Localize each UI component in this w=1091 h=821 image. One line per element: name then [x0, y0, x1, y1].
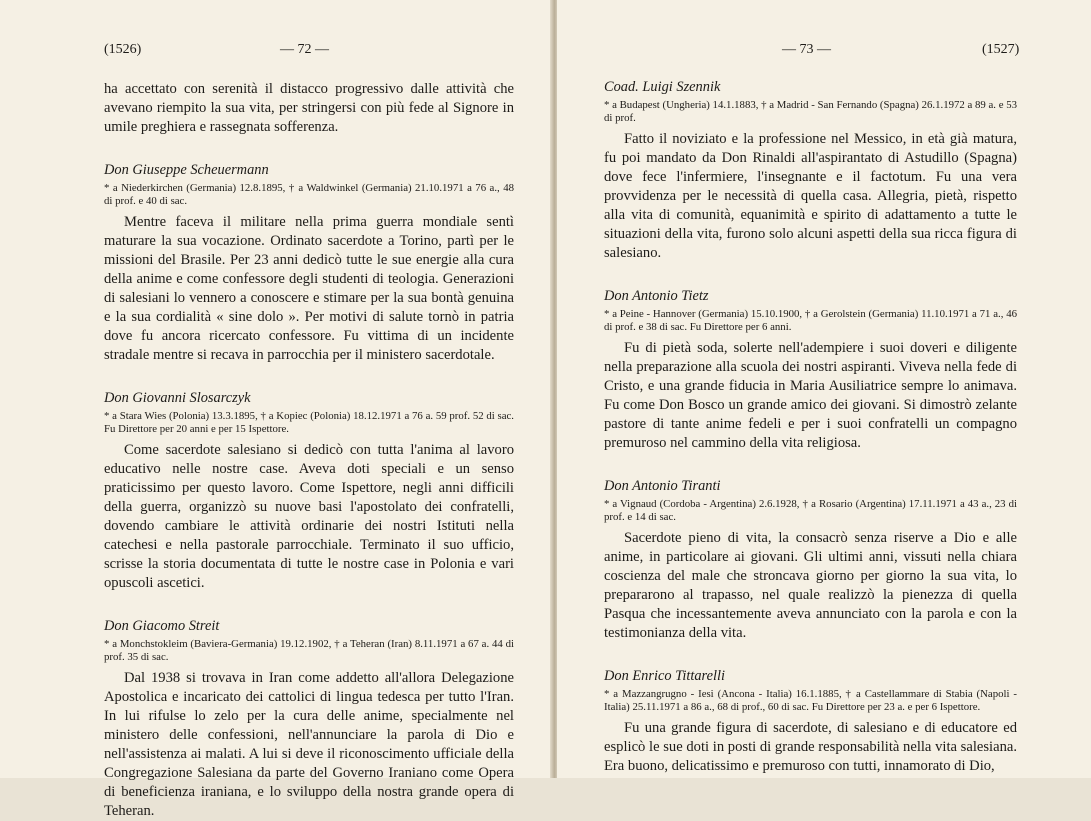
entry-biographical-data: * a Monchstokleim (Baviera-Germania) 19.12.1902, † a Teheran (Iran) 8.11.1971 a 67 a. 44 di prof. 35 di sac. [104, 638, 514, 663]
obituary-entry [604, 667, 1017, 776]
entry-text: Come sacerdote salesiano si dedicò con tutta l'anima al lavoro educativo nelle nostre case. Aveva doti speciali e un senso praticissimo per questo lavoro. Come Ispettore, negli anni difficili della guerra, organizzò su nuove basi l'apostolato dei confratelli, dovendo cambiare le attività ordinarie dei nostri Istituti nella catechesi e nella pastorale parrocchiale. Terminato il suo ufficio, scrisse la storia documentata di tutte le nostre case in Polonia e vari opuscoli ascetici. [104, 442, 514, 591]
entry-biographical-data: * a Vignaud (Cordoba - Argentina) 2.6.1928, † a Rosario (Argentina) 17.11.1971 a 43 a., 23 di prof. e 14 di sac. [604, 498, 1017, 523]
page-header-code: (1527) [982, 42, 1020, 57]
page-header-code: (1526) [104, 42, 142, 57]
entry-name: Don Enrico Tittarelli [604, 668, 725, 684]
obituary-entry [604, 78, 1017, 263]
obituary-entry [104, 389, 514, 593]
continued-paragraph: ha accettato con serenità il distacco progressivo dalle attività che avevano riempito la sua vita, per stringersi con più fede al Signore in umile preghiera e rassegnata sofferenza. [104, 81, 514, 135]
entry-text: Fu una grande figura di sacerdote, di salesiano e di educatore ed esplicò le sue doti in posti di grande responsabilità nella vita salesiana. Era buono, delicatissimo e premuroso con tutti, innamorato di Dio, [604, 720, 1017, 774]
entry-text: Fatto il noviziato e la professione nel Messico, in età già matura, fu poi mandato da Don Rinaldi all'aspirantato di Astudillo (Spagna) dove fece l'infermiere, l'insegnante e il factotum. Fu una vera provvidenza per le necessità di quella casa. Allegria, pietà, rispetto alla vita di comunità, equanimità e spirito di adattamento a tutte le situazioni della vita, furono solo alcuni aspetti della sua ricca figura di salesiano. [604, 131, 1017, 261]
entry-text: Sacerdote pieno di vita, la consacrò senza riserve a Dio e alle anime, in particolare ai giovani. Gli ultimi anni, vissuti nella chiara coscienza del male che stroncava giorno per giorno la sua vita, lo prepararono al trapasso, nel quale realizzò la pienezza di quella Pasqua che incessantemente aveva annunciato con la parola e con la testimonianza della vita. [604, 530, 1017, 641]
obituary-entry [104, 161, 514, 365]
entry-text: Dal 1938 si trovava in Iran come addetto all'allora Delegazione Apostolica e incaricato dei cattolici di lingua tedesca per tutto l'Iran. In lui rifulse lo zelo per la cura delle anime, specialmente nel ministero delle confessioni, nell'annunciare la parola di Dio e nell'assistenza ai malati. A lui si deve il riconoscimento ufficiale della Congregazione Salesiana da parte del Governo Iraniano come Opera di beneficienza iraniana, e lo sviluppo della nostra grande opera di Teheran. [104, 670, 514, 819]
entry-name: Don Giovanni Slosarczyk [104, 390, 251, 406]
page-number: — 73 — [782, 42, 831, 57]
page-body [104, 80, 514, 821]
entry-biographical-data: * a Mazzangrugno - Iesi (Ancona - Italia) 16.1.1885, † a Castellammare di Stabia (Napoli - Italia) 25.11.1971 a 86 a., 68 di prof., 60 di sac. Fu Direttore per 23 a. e per 6 Ispettore. [604, 688, 1017, 713]
entry-biographical-data: * a Peine - Hannover (Germania) 15.10.1900, † a Gerolstein (Germania) 11.10.1971 a 71 a., 46 di prof. e 38 di sac. Fu Direttore per 6 anni. [604, 308, 1017, 333]
entry-biographical-data: * a Niederkirchen (Germania) 12.8.1895, † a Waldwinkel (Germania) 21.10.1971 a 76 a., 48 di prof. e 40 di sac. [104, 182, 514, 207]
entry-name: Don Giacomo Streit [104, 618, 220, 634]
entry-biographical-data: * a Stara Wies (Polonia) 13.3.1895, † a Kopiec (Polonia) 18.12.1971 a 76 a. 59 prof. 52 di sac. Fu Direttore per 20 anni e per 15 Ispettore. [104, 410, 514, 435]
entry-name: Don Antonio Tietz [604, 288, 709, 304]
entry-name: Don Antonio Tiranti [604, 478, 721, 494]
entry-name: Don Giuseppe Scheuermann [104, 162, 269, 178]
right-page [557, 0, 1091, 778]
page-number: — 72 — [280, 42, 329, 57]
entry-name: Coad. Luigi Szennik [604, 79, 721, 95]
obituary-entry [604, 287, 1017, 453]
entry-text: Mentre faceva il militare nella prima guerra mondiale sentì maturare la sua vocazione. Ordinato sacerdote a Torino, partì per le missioni del Brasile. Per 23 anni dedicò tutte le sue energie alla cura della anime e come confessore degli studenti di teologia. Generazioni di salesiani lo vennero a conoscere e stimare per la sua bontà genuina e la sua cordialità « sine dolo ». Per motivi di salute tornò in patria dove fu ancora ricercato confessore. Fu vittima di un incidente stradale mentre si recava in parrocchia per il ministero sacerdotale. [104, 214, 514, 363]
entry-text: Fu di pietà soda, solerte nell'adempiere i suoi doveri e diligente nella preparazione alla scuola dei nostri aspiranti. Viveva nella fede di Cristo, e una grande fiducia in Maria Ausiliatrice sempre lo animava. Fu come Don Bosco un grande amico dei giovani. Si dimostrò zelante pastore di tante anime fedeli e per i suoi confratelli un compagno premuroso nel cammino della vita religiosa. [604, 340, 1017, 451]
page-body [604, 78, 1017, 776]
obituary-entry [604, 477, 1017, 643]
obituary-entry [104, 617, 514, 821]
entry-biographical-data: * a Budapest (Ungheria) 14.1.1883, † a Madrid - San Fernando (Spagna) 26.1.1972 a 89 a. e 53 di prof. [604, 99, 1017, 124]
